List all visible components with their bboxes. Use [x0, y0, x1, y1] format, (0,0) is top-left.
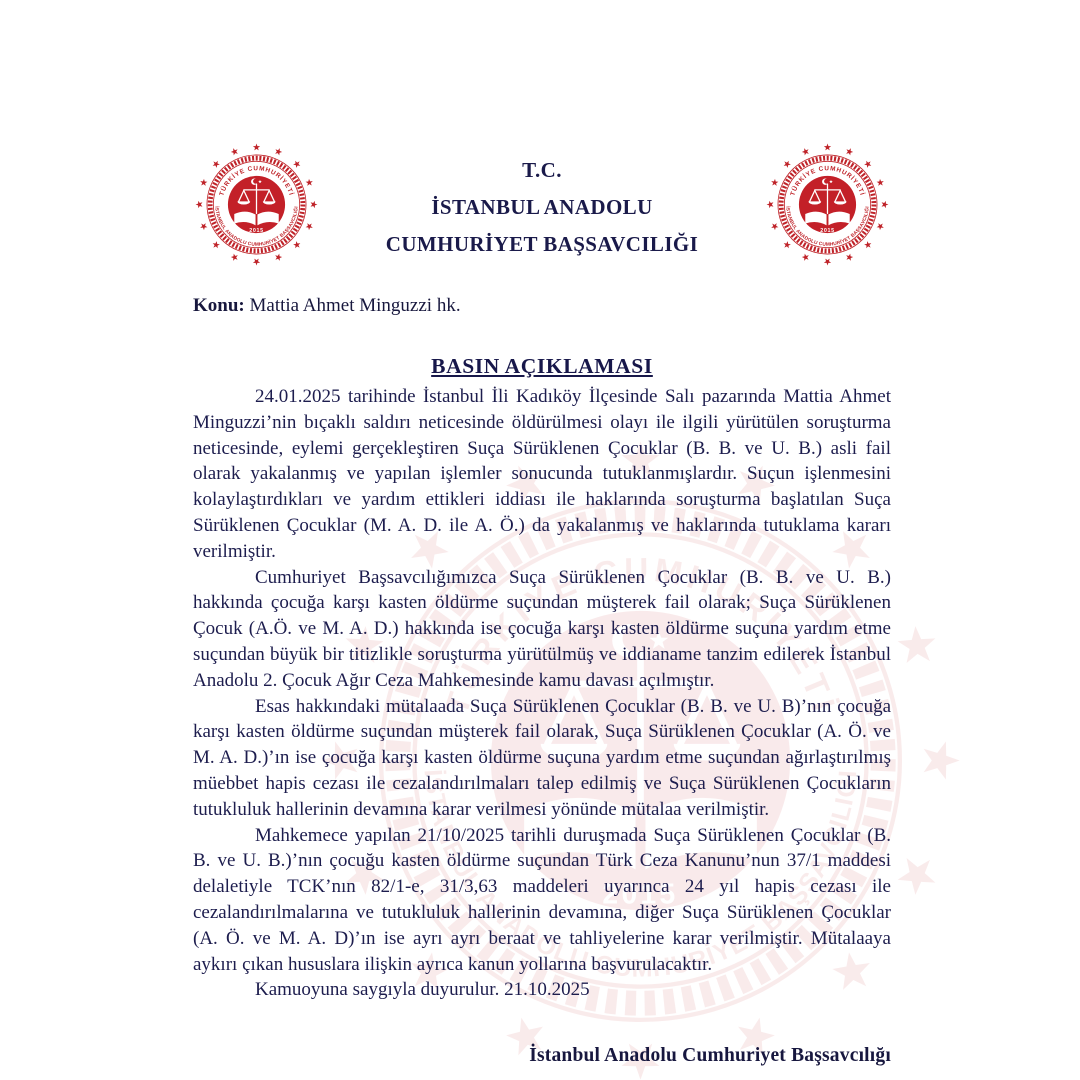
header-line-cumhuriyet-bassavciligi: CUMHURİYET BAŞSAVCILIĞI — [385, 232, 699, 256]
paragraph-3: Esas hakkındaki mütalaada Suça Sürüklenen Çocuklar (B. B. ve U. B)’nın çocuğa karşı kasten öldürme suçundan müşterek fail olarak, Suça Sürüklenen Çocuklar (A. Ö. ve M. A. D.)’ın ise çocuğa karşı kasten öldürme suçuna yardım etme suçundan ağırlaştırılmış müebbet hapis cezası ile cezalandırılmaları talep edilmiş ve Suça Sürüklenen Çocukların tutukluluk hallerinin devamına karar verilmesi yönünde mütalaa verilmiştir. — [193, 695, 891, 820]
press-release-document — [193, 141, 891, 1067]
header-titles — [320, 141, 764, 263]
paragraph-1: 24.01.2025 tarihinde İstanbul İli Kadıköy İlçesinde Salı pazarında Mattia Ahmet Minguzzi’nin bıçaklı saldırı neticesinde öldürülmesi olayı ile ilgili yürütülen soruşturma neticesinde, eylemi gerçekleştiren Suça Sürüklenen Çocuklar (B. B. ve U. B.) asli fail olarak yakalanmış ve yapılan işlemler sonucunda tutuklanmışlardır. Suçun işlenmesini kolaylaştırdıkları ve yardım ettikleri iddiası ile haklarında soruşturma başlatılan Suça Sürüklenen Çocuklar (M. A. D. ile A. Ö.) da yakalanmış ve haklarında tutuklama kararı verilmiştir. — [193, 386, 891, 562]
paragraph-4: Mahkemece yapılan 21/10/2025 tarihli duruşmada Suça Sürüklenen Çocuklar (B. B. ve U. B.)’nın çocuğu kasten öldürme suçundan Türk Ceza Kanunu’nun 37/1 maddesi delaletiyle TCK’nın 82/1-e, 31/3,63 maddeleri uyarınca 24 yıl hapis cezası ile cezalandırılmalarına ve tutukluluk hallerinin devamına, diğer Suça Sürüklenen Çocuklar (A. Ö. ve M. A. D)’ın ise ayrı ayrı beraat ve tahliyelerine karar verilmiştir. Mütalaaya aykırı çıkan hususlara ilişkin ayrıca kanun yollarına başvurulacaktır. — [193, 824, 891, 975]
left-prosecutor-seal-emblem — [193, 141, 320, 268]
closing-line: Kamuoyuna saygıyla duyurulur. 21.10.2025 — [255, 979, 590, 1001]
subject-line — [193, 295, 891, 317]
header-line-tc: T.C. — [522, 158, 562, 182]
header-line-istanbul-anadolu: İSTANBUL ANADOLU — [431, 195, 653, 219]
right-prosecutor-seal-emblem — [764, 141, 891, 268]
subject-label: Konu: — [193, 295, 245, 316]
press-release-title: BASIN AÇIKLAMASI — [431, 354, 653, 378]
paragraph-2: Cumhuriyet Başsavcılığımızca Suça Sürüklenen Çocuklar (B. B. ve U. B.) hakkında çocuğa karşı kasten öldürme suçundan müşterek fail olarak; Suça Sürüklenen Çocuk (A.Ö. ve M. A. D.) hakkında ise çocuğa karşı kasten öldürme suçuna yardım etme suçundan büyük bir titizlikle soruşturma yürütülmüş ve iddianame tanzim edilerek İstanbul Anadolu 2. Çocuk Ağır Ceza Mahkemesinde kamu davası açılmıştır. — [193, 566, 891, 691]
document-header — [193, 141, 891, 268]
subject-value: Mattia Ahmet Minguzzi hk. — [249, 295, 461, 316]
signature-line: İstanbul Anadolu Cumhuriyet Başsavcılığı — [529, 1045, 891, 1067]
